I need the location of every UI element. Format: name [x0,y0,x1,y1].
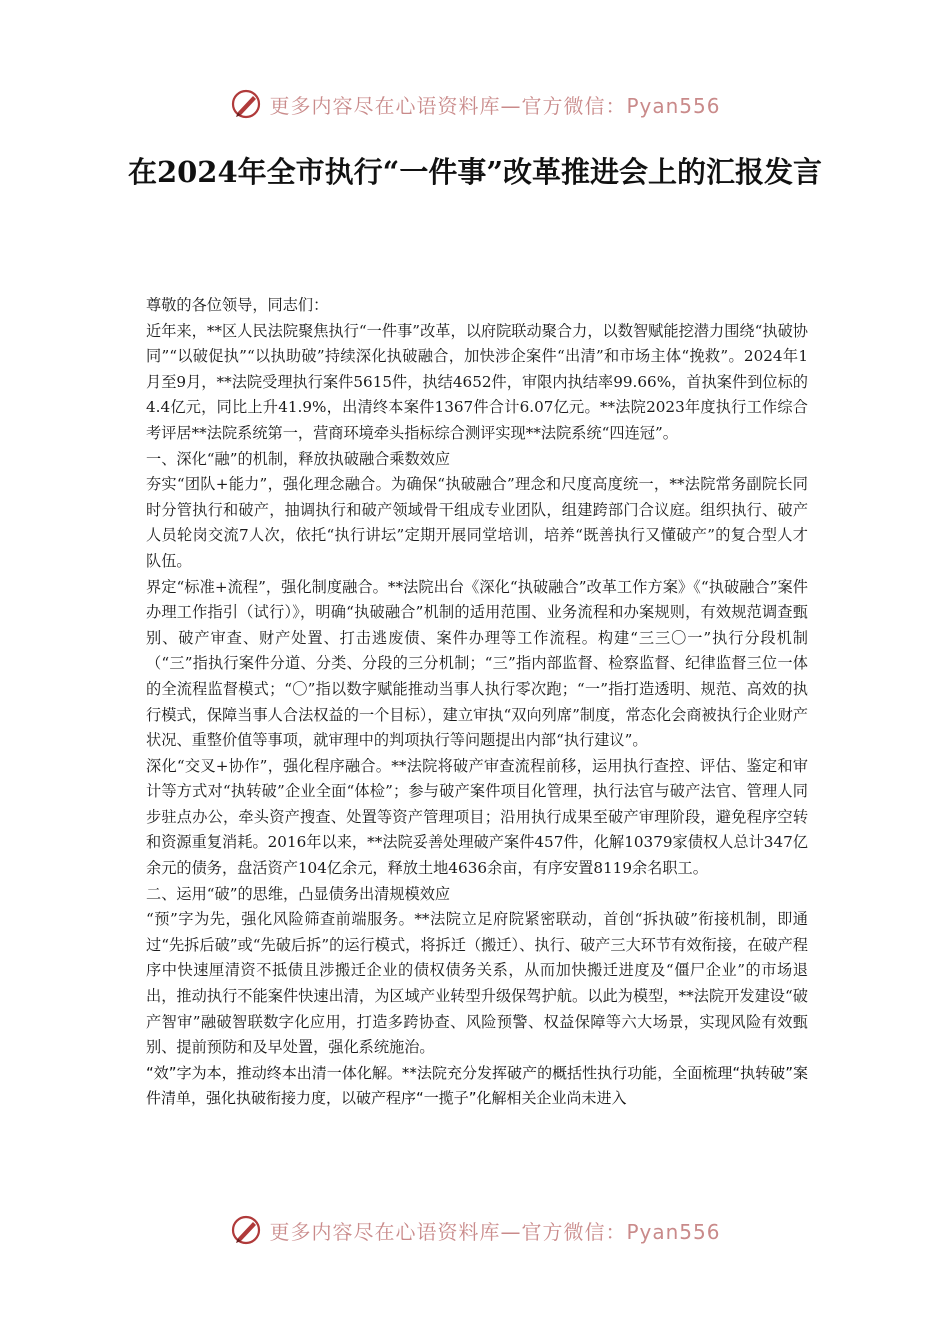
paragraph: “预”字为先，强化风险筛查前端服务。**法院立足府院紧密联动，首创“拆执破”衔接机制，即通过“先拆后破”或“先破后拆”的运行模式，将拆迁（搬迁）、执行、破产三大环节有效衔接，在破产程序中快速厘清资不抵债且涉搬迁企业的债权债务关系，从而加快搬迁进度及“僵尸企业”的市场退出，推动执行不能案件快速出清，为区域产业转型升级保驾护航。以此为模型，**法院开发建设“破产智审”融破智联数字化应用，打造多跨协查、风险预警、权益保障等六大场景，实现风险有效甄别、提前预防和及早处置，强化系统施治。 [146,910,808,1057]
salutation: 尊敬的各位领导，同志们： [146,296,329,314]
paragraph: “效”字为本，推动终本出清一体化解。**法院充分发挥破产的概括性执行功能，全面梳理“执转破”案件清单，强化执破衔接力度，以破产程序“一揽子”化解相关企业尚未进入 [146,1063,808,1108]
header-banner [0,84,950,124]
paragraph: 近年来，**区人民法院聚焦执行“一件事”改革，以府院联动聚合力，以数智赋能挖潜力围绕“执破协同”“以破促执”“以执助破”持续深化执破融合，加快涉企案件“出清”和市场主体“挽救”。2024年1月至9月，**法院受理执行案件5615件，执结4652件，审限内执结率99.66%，首执案件到位标的4.4亿元，同比上升41.9%，出清终本案件1367件合计6.07亿元。**法院2023年度执行工作综合考评居**法院系统第一，营商环境牵头指标综合测评实现**法院系统“四连冠”。 [146,321,808,442]
footer-banner [0,1210,950,1250]
page-title: 在2024年全市执行“一件事”改革推进会上的汇报发言 [127,155,823,189]
paragraph: 深化“交叉+协作”，强化程序融合。**法院将破产审查流程前移，运用执行查控、评估、鉴定和审计等方式对“执转破”企业全面“体检”；参与破产案件项目化管理，执行法官与破产法官、管理人同步驻点办公，牵头资产搜查、处置等资产管理项目；沿用执行成果至破产审理阶段，避免程序空转和资源重复消耗。2016年以来，**法院妥善处理破产案件457件，化解10379家债权人总计347亿余元的债务，盘活资产104亿余元，释放土地4636余亩，有序安置8119余名职工。 [146,756,808,878]
section-heading: 一、深化“融”的机制，释放执破融合乘数效应 [146,449,451,468]
banner-text: 更多内容尽在心语资料库—官方微信：Pyan556 [269,93,721,118]
pen-logo-icon [229,87,263,121]
pen-logo-icon [229,1213,263,1247]
paragraph: 界定“标准+流程”，强化制度融合。**法院出台《深化“执破融合”改革工作方案》《“执破融合”案件办理工作指引（试行）》，明确“执破融合”机制的适用范围、业务流程和办案规则，有效规范调查甄别、破产审查、财产处置、打击逃废债、案件办理等工作流程。构建“三三〇一”执行分段机制（“三”指执行案件分道、分类、分段的三分机制；“三”指内部监督、检察监督、纪律监督三位一体的全流程监督模式；“〇”指以数字赋能推动当事人执行零次跑；“一”指打造透明、规范、高效的执行模式，保障当事人合法权益的一个目标），建立审执“双向列席”制度，常态化会商被执行企业财产状况、重整价值等事项，就审理中的判项执行等问题提出内部“执行建议”。 [146,577,808,750]
banner-text: 更多内容尽在心语资料库—官方微信：Pyan556 [269,1219,721,1244]
document-body [146,293,808,1112]
section-heading: 二、运用“破”的思维，凸显债务出清规模效应 [146,884,451,903]
paragraph: 夯实“团队+能力”，强化理念融合。为确保“执破融合”理念和尺度高度统一，**法院常务副院长同时分管执行和破产，抽调执行和破产领域骨干组成专业团队，组建跨部门合议庭。组织执行、破产人员轮岗交流7人次，依托“执行讲坛”定期开展同堂培训，培养“既善执行又懂破产”的复合型人才队伍。 [146,475,808,570]
